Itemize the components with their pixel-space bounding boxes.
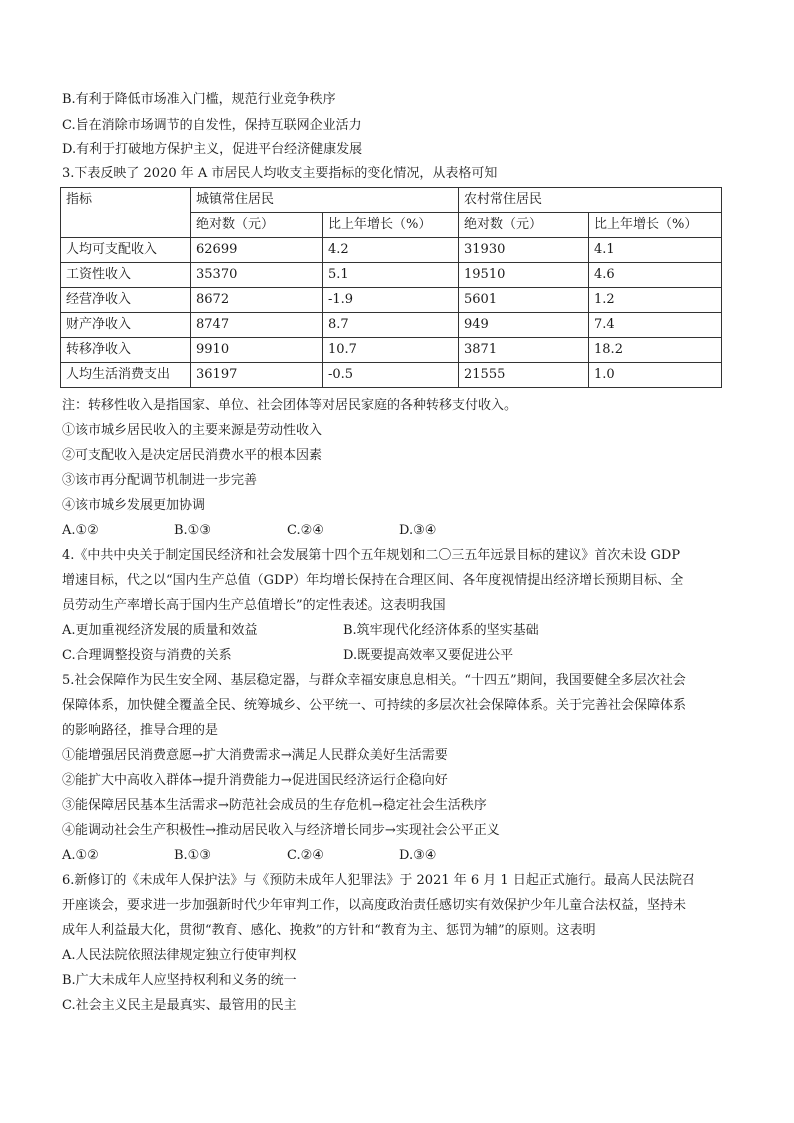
q5-choice-d: D.③④: [399, 848, 437, 863]
header-abs-rural: 绝对数（元）: [459, 213, 589, 238]
cell-growth-urban: -0.5: [323, 363, 459, 388]
row-label: 经营净收入: [61, 288, 191, 313]
q4-option-c: C.合理调整投资与消费的关系: [62, 648, 232, 663]
q3-item-2: ②可支配收入是决定居民消费水平的根本因素: [62, 448, 323, 463]
cell-abs-urban: 8747: [191, 313, 323, 338]
q4-option-a: A.更加重视经济发展的质量和效益: [62, 623, 258, 638]
table-row: [61, 238, 722, 263]
q5-choice-b: B.①③: [174, 848, 211, 863]
q5-choice-c: C.②④: [287, 848, 324, 863]
q4-option-b: B.筑牢现代化经济体系的坚实基础: [343, 623, 539, 638]
q6-option-b: B.广大未成年人应坚持权利和义务的统一: [62, 973, 297, 988]
q4-stem-line-3: 员劳动生产率增长高于国内生产总值增长”的定性表述。这表明我国: [62, 598, 446, 613]
row-label: 转移净收入: [61, 338, 191, 363]
cell-abs-urban: 36197: [191, 363, 323, 388]
q5-stem-line-3: 的影响路径，推导合理的是: [62, 723, 219, 738]
q5-item-4: ④能调动社会生产积极性→推动居民收入与经济增长同步→实现社会公平正义: [62, 823, 500, 838]
cell-growth-urban: 4.2: [323, 238, 459, 263]
q6-stem-line-3: 成年人利益最大化，贯彻“教育、感化、挽救”的方针和“教育为主、惩罚为辅”的原则。这表明: [62, 923, 596, 938]
q3-item-3: ③该市再分配调节机制进一步完善: [62, 473, 258, 488]
header-indicator: 指标: [61, 188, 191, 238]
header-growth-urban: 比上年增长（%）: [323, 213, 459, 238]
q6-stem-line-1: 6.新修订的《未成年人保护法》与《预防未成年人犯罪法》于 2021 年 6 月 1 日起正式施行。最高人民法院召: [62, 873, 695, 888]
cell-growth-urban: 8.7: [323, 313, 459, 338]
cell-growth-urban: -1.9: [323, 288, 459, 313]
q3-choice-d: D.③④: [399, 523, 437, 538]
cell-abs-rural: 19510: [459, 263, 589, 288]
header-rural: 农村常住居民: [459, 188, 722, 213]
q6-option-c: C.社会主义民主是最真实、最管用的民主: [62, 998, 297, 1013]
cell-growth-rural: 4.6: [589, 263, 722, 288]
table-row: [61, 313, 722, 338]
q5-item-1: ①能增强居民消费意愿→扩大消费需求→满足人民群众美好生活需要: [62, 748, 448, 763]
header-growth-rural: 比上年增长（%）: [589, 213, 722, 238]
q5-stem-line-2: 保障体系，加快健全覆盖全民、统筹城乡、公平统一、可持续的多层次社会保障体系。关于完善社会保障体系: [62, 698, 687, 713]
cell-growth-rural: 18.2: [589, 338, 722, 363]
cell-abs-rural: 31930: [459, 238, 589, 263]
cell-abs-rural: 3871: [459, 338, 589, 363]
q3-item-1: ①该市城乡居民收入的主要来源是劳动性收入: [62, 423, 323, 438]
q3-note: 注：转移性收入是指国家、单位、社会团体等对居民家庭的各种转移支付收入。: [62, 398, 518, 413]
table-row: [61, 363, 722, 388]
row-label: 财产净收入: [61, 313, 191, 338]
cell-abs-rural: 21555: [459, 363, 589, 388]
table-row: [61, 288, 722, 313]
table-row: [61, 263, 722, 288]
q2-option-d: D.有利于打破地方保护主义，促进平台经济健康发展: [62, 142, 363, 157]
q5-item-3: ③能保障居民基本生活需求→防范社会成员的生存危机→稳定社会生活秩序: [62, 798, 487, 813]
q2-option-b: B.有利于降低市场准入门槛，规范行业竞争秩序: [62, 92, 336, 107]
q3-choice-c: C.②④: [287, 523, 324, 538]
q3-item-4: ④该市城乡发展更加协调: [62, 498, 206, 513]
cell-abs-rural: 949: [459, 313, 589, 338]
row-label: 工资性收入: [61, 263, 191, 288]
q6-option-a: A.人民法院依照法律规定独立行使审判权: [62, 948, 297, 963]
q6-stem-line-2: 开座谈会，要求进一步加强新时代少年审判工作，以高度政治责任感切实有效保护少年儿童合法权益，坚持未: [62, 898, 687, 913]
header-urban: 城镇常住居民: [191, 188, 459, 213]
q5-choice-a: A.①②: [62, 848, 99, 863]
cell-abs-rural: 5601: [459, 288, 589, 313]
cell-abs-urban: 9910: [191, 338, 323, 363]
table-row: [61, 338, 722, 363]
q5-stem-line-1: 5.社会保障作为民生安全网、基层稳定器，与群众幸福安康息息相关。“十四五”期间，我国要健全多层次社会: [62, 673, 686, 688]
cell-growth-rural: 4.1: [589, 238, 722, 263]
cell-growth-rural: 1.2: [589, 288, 722, 313]
row-label: 人均可支配收入: [61, 238, 191, 263]
cell-abs-urban: 62699: [191, 238, 323, 263]
q4-option-d: D.既要提高效率又要促进公平: [343, 648, 514, 663]
q5-item-2: ②能扩大中高收入群体→提升消费能力→促进国民经济运行企稳向好: [62, 773, 448, 788]
cell-abs-urban: 35370: [191, 263, 323, 288]
q3-choice-a: A.①②: [62, 523, 99, 538]
cell-growth-urban: 5.1: [323, 263, 459, 288]
q2-option-c: C.旨在消除市场调节的自发性，保持互联网企业活力: [62, 118, 362, 133]
q3-stem: 3.下表反映了 2020 年 A 市居民人均收支主要指标的变化情况，从表格可知: [62, 166, 498, 181]
cell-growth-urban: 10.7: [323, 338, 459, 363]
q3-choice-b: B.①③: [174, 523, 211, 538]
row-label: 人均生活消费支出: [61, 363, 191, 388]
table-header-row: [61, 188, 722, 213]
cell-abs-urban: 8672: [191, 288, 323, 313]
cell-growth-rural: 1.0: [589, 363, 722, 388]
q4-stem-line-1: 4.《中共中央关于制定国民经济和社会发展第十四个五年规划和二〇三五年远景目标的建议》首次未设 GDP: [62, 548, 681, 563]
cell-growth-rural: 7.4: [589, 313, 722, 338]
header-abs-urban: 绝对数（元）: [191, 213, 323, 238]
income-table: [60, 187, 722, 388]
q4-stem-line-2: 增速目标，代之以“国内生产总值（GDP）年均增长保持在合理区间、各年度视情提出经济增长预期目标、全: [62, 573, 684, 588]
